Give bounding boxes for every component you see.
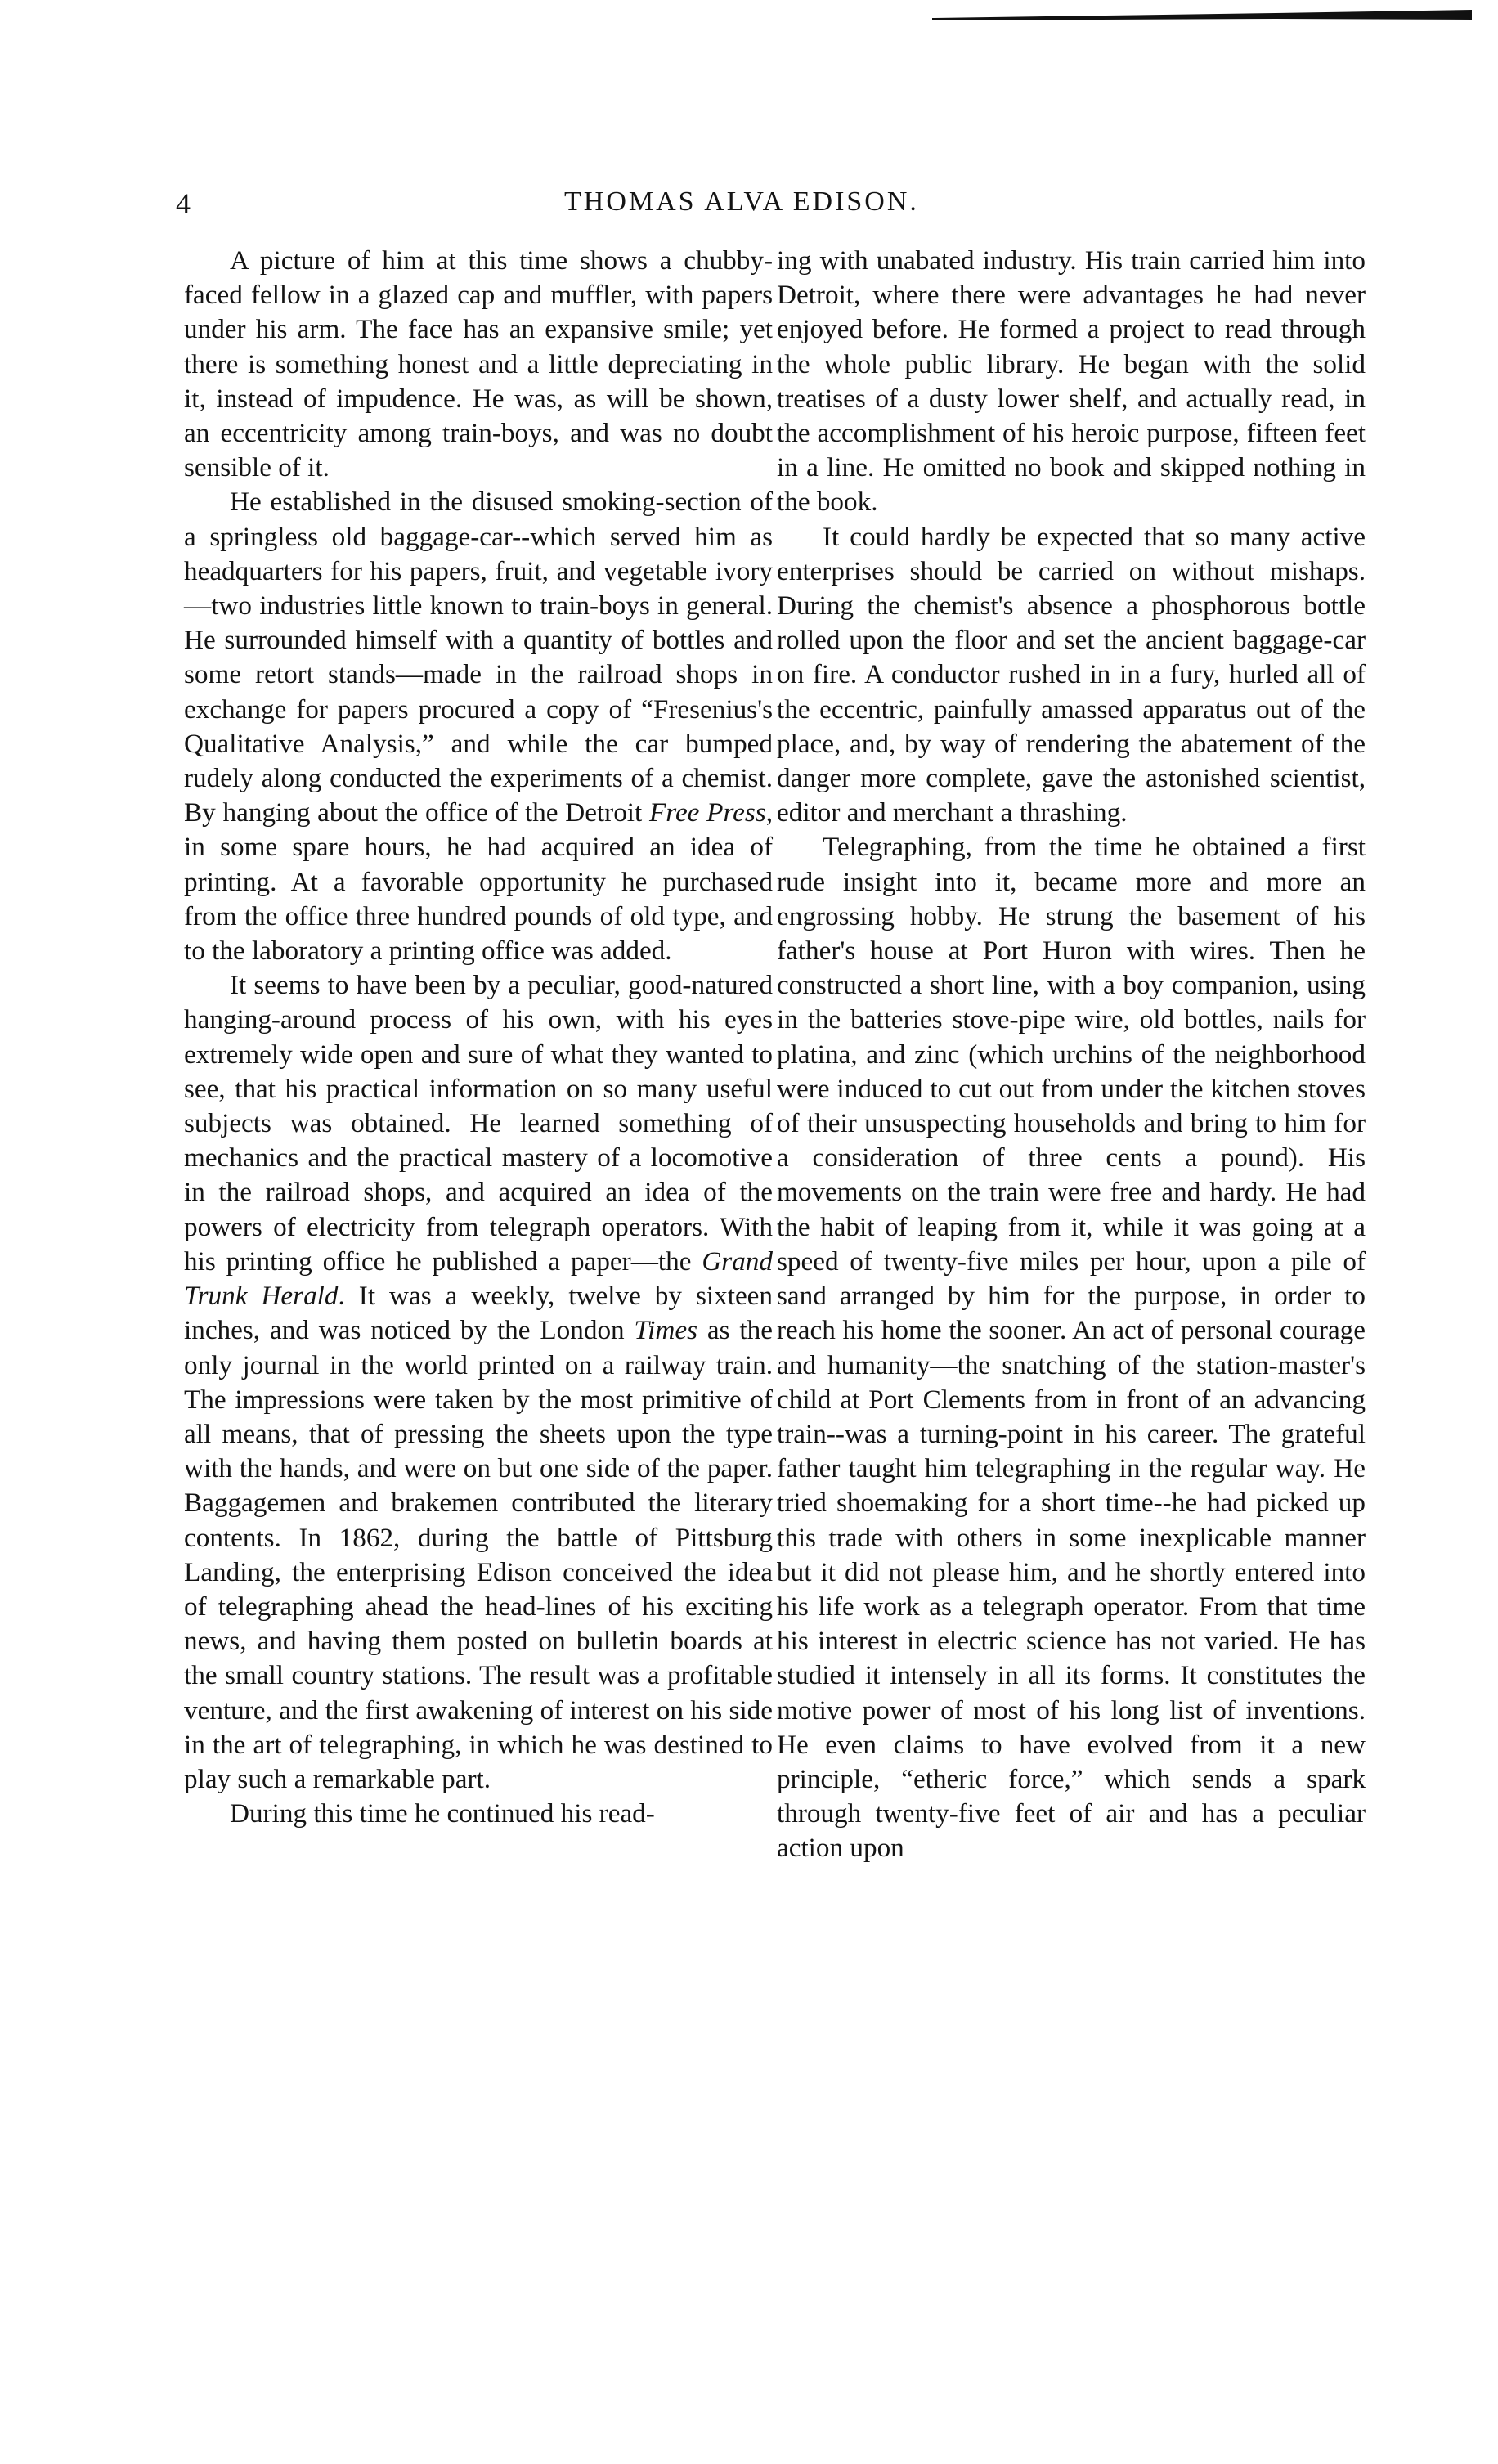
text-span: He established in the disused smoking-section of a springless old baggage-car--which served him as headquarters for his papers, fruit, and vegetable ivory—two industries little known to train-boys in general. He surrounded himself with a quantity of bottles and some retort stands—made in the railroad shops in exchange for papers procured a copy of “Fresenius's Qualitative Analysis,” and while the car bumped rudely along conducted the experiments of a chemist. By hanging about the office of the Detroit: [184, 487, 773, 828]
text-span: . It was a weekly, twelve by sixteen inches, and was noticed by the London: [184, 1281, 773, 1346]
right-column: [777, 244, 1366, 1866]
paragraph-left-3: [184, 968, 773, 1797]
italic-title-free-press: Free Press: [649, 797, 766, 828]
paragraph-left-1: A picture of him at this time shows a chubby-faced fellow in a glazed cap and muffler, with papers under his arm. The face has an expansive smile; yet there is something honest and a little depreciating in it, instead of impudence. He was, as will be shown, an eccentricity among train-boys, and was no doubt sensible of it.: [184, 245, 773, 483]
top-edge-rule: [932, 8, 1472, 23]
paragraph-left-2: [184, 485, 773, 968]
text-span: as the only journal in the world printed on a railway train. The impressions were taken by the most primitive of all means, that of pressing the sheets upon the type with the hands, and were on but one side of the paper. Baggagemen and brakemen contributed the literary contents. In 1862, during the battle of Pittsburg Landing, the enterprising Edison conceived the idea of telegraphing ahead the head-lines of his exciting news, and having them posted on bulletin boards at the small country stations. The result was a profitable venture, and the first awakening of interest on his side in the art of telegraphing, in which he was destined to play such a remarkable part.: [184, 1315, 773, 1794]
paragraph-right-3: Telegraphing, from the time he obtained a first rude insight into it, became more and more an engrossing hobby. He strung the basement of his father's house at Port Huron with wires. Then he constructed a short line, with a boy companion, using in the batteries stove-pipe wire, old bottles, nails for platina, and zinc (which urchins of the neighborhood were induced to cut out from under the kitchen stoves of their unsuspecting households and bring to him for a consideration of three cents a pound). His movements on the train were free and hardy. He had the habit of leaping from it, while it was going at a speed of twenty-five miles per hour, upon a pile of sand arranged by him for the purpose, in order to reach his home the sooner. An act of personal courage and humanity—the snatching of the station-master's child at Port Clements from in front of an advancing train--was a turning-point in his career. The grateful father taught him telegraphing in the regular way. He tried shoemaking for a short time--he had picked up this trade with others in some inexplicable manner but it did not please him, and he shortly entered into his life work as a telegraph operator. From that time his interest in electric science has not varied. He has studied it intensely in all its forms. It constitutes the motive power of most of his long list of inventions. He even claims to have evolved from it a new principle, “etheric force,” which sends a spark through twenty-five feet of air and has a peculiar action upon: [777, 832, 1366, 1864]
page-number: 4: [176, 187, 191, 220]
top-edge-rule-graphic: [932, 8, 1472, 23]
paragraph-left-4: During this time he continued his read-: [230, 1798, 655, 1829]
paragraph-right-2: It could hardly be expected that so many active enterprises should be carried on without mishaps. During the chemist's absence a phosphorous bottle rolled upon the floor and set the ancient baggage-car on fire. A conductor rushed in in a fury, hurled all of the eccentric, painfully amassed apparatus out of the place, and, by way of rendering the abatement of the danger more complete, gave the astonished scientist, editor and merchant a thrashing.: [777, 521, 1366, 828]
italic-title-times: Times: [634, 1315, 697, 1346]
paragraph-right-1: ing with unabated industry. His train carried him into Detroit, where there were advantages he had never enjoyed before. He formed a project to read through the whole public library. He began with the solid treatises of a dusty lower shelf, and actually read, in the accomplishment of his heroic purpose, fifteen feet in a line. He omitted no book and skipped nothing in the book.: [777, 245, 1366, 518]
text-span: It seems to have been by a peculiar, good-natured hanging-around process of his own, with his eyes extremely wide open and sure of what they wanted to see, that his practical information on so many useful subjects was obtained. He learned something of mechanics and the practical mastery of a locomotive in the railroad shops, and acquired an idea of the powers of electricity from telegraph operators. With his printing office he published a paper—the: [184, 970, 773, 1277]
text-span: , in some spare hours, he had acquired an idea of printing. At a favorable opportunity he purchased from the office three hundred pounds of old type, and to the laboratory a printing office was added.: [184, 797, 773, 967]
italic-title-grand-trunk-herald: Grand Trunk Herald: [184, 1245, 773, 1312]
running-head: THOMAS ALVA EDISON.: [564, 186, 919, 217]
left-column: [184, 244, 773, 1831]
